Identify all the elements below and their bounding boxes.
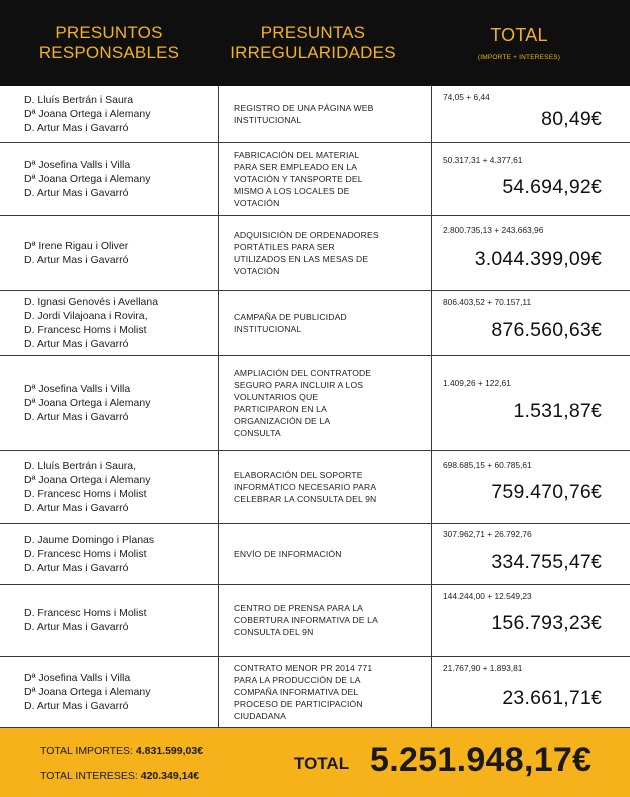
row-total: 759.470,76€ — [491, 481, 602, 503]
column-divider — [431, 585, 432, 657]
irregularidad-line: ELABORACIÓN DEL SOPORTE — [234, 469, 363, 480]
irregularidad-line: CONSULTA — [234, 427, 281, 438]
column-divider — [218, 291, 219, 356]
column-divider — [431, 356, 432, 451]
responsable-name: Dª Joana Ortega i Alemany — [24, 473, 151, 486]
table-row — [0, 451, 630, 524]
irregularidad-line: INSTITUCIONAL — [234, 323, 302, 334]
importe-intereses-breakdown: 1.409,26 + 122,61 — [443, 378, 511, 388]
column-divider — [218, 657, 219, 728]
irregularidad-line: REGISTRO DE UNA PÁGINA WEB — [234, 102, 374, 113]
responsable-name: D. Ignasi Genovés i Avellana — [24, 295, 159, 308]
row-total: 3.044.399,09€ — [474, 248, 602, 270]
table-row — [0, 143, 630, 216]
column-divider — [431, 143, 432, 216]
responsable-name: Dª Joana Ortega i Alemany — [24, 685, 151, 698]
responsable-name: D. Lluís Bertrán i Saura, — [24, 459, 137, 472]
column-divider — [431, 291, 432, 356]
irregularidad-cell — [234, 216, 424, 289]
responsable-name: D. Jaume Domingo i Planas — [24, 533, 155, 546]
table-row — [0, 524, 630, 585]
irregularidad-line: ADQUISICIÓN DE ORDENADORES — [234, 229, 379, 240]
responsable-name: D. Artur Mas i Gavarró — [24, 501, 129, 514]
responsable-name: D. Artur Mas i Gavarró — [24, 561, 129, 574]
importe-intereses-breakdown: 50.317,31 + 4.377,61 — [443, 155, 523, 165]
irregularidad-cell — [234, 657, 424, 726]
responsable-name: D. Artur Mas i Gavarró — [24, 186, 129, 199]
irregularidad-line: SEGURO PARA INCLUIR A LOS — [234, 379, 364, 390]
responsables-cell — [24, 451, 214, 522]
irregularidad-cell — [234, 143, 424, 214]
responsables-cell — [24, 524, 214, 583]
responsable-name: D. Francesc Homs i Molist — [24, 323, 147, 336]
header-responsables — [0, 0, 218, 86]
irregularidad-cell — [234, 585, 424, 655]
column-divider — [218, 86, 219, 143]
irregularidad-line: CAMPAÑA DE PUBLICIDAD — [234, 311, 347, 322]
responsables-cell — [24, 143, 214, 214]
responsable-name: Dª Josefina Valls i Villa — [24, 382, 131, 395]
table-row — [0, 356, 630, 451]
responsable-name: D. Francesc Homs i Molist — [24, 487, 147, 500]
responsables-cell — [24, 86, 214, 141]
responsable-name: Dª Irene Rigau i Oliver — [24, 239, 129, 252]
table-header — [0, 0, 630, 86]
column-divider — [431, 657, 432, 728]
grand-total-value: 5.251.948,17€ — [370, 741, 592, 779]
responsables-cell — [24, 356, 214, 449]
responsables-cell — [24, 657, 214, 726]
irregularidad-cell — [234, 356, 424, 449]
irregularidad-line: CENTRO DE PRENSA PARA LA — [234, 603, 364, 613]
row-total: 876.560,63€ — [491, 319, 602, 341]
total-intereses — [40, 770, 199, 782]
header-irregularidades-title: PRESUNTAS IRREGULARIDADES — [230, 23, 396, 62]
irregularidad-line: CONTRATO MENOR PR 2014 771 — [234, 662, 373, 673]
importe-intereses-breakdown: 144.244,00 + 12.549,23 — [443, 591, 532, 601]
table-row — [0, 86, 630, 143]
irregularidad-line: UTILIZADOS EN LAS MESAS DE — [234, 253, 369, 264]
total-importes — [40, 745, 203, 757]
importe-intereses-breakdown: 806.403,52 + 70.157,11 — [443, 297, 532, 307]
irregularidad-line: INSTITUCIONAL — [234, 114, 302, 125]
importe-intereses-breakdown: 74,05 + 6,44 — [443, 92, 490, 102]
row-total: 23.661,71€ — [502, 687, 602, 709]
importe-intereses-breakdown: 21.767,90 + 1.893,81 — [443, 663, 523, 673]
total-importes-value: 4.831.599,03€ — [135, 745, 204, 757]
importe-intereses-breakdown: 2.800.735,13 + 243.663,96 — [443, 225, 544, 235]
irregularidad-line: VOLUNTARIOS QUE — [234, 391, 319, 402]
irregularidad-line: VOTACIÓN — [234, 197, 280, 208]
responsables-cell — [24, 216, 214, 289]
column-divider — [218, 216, 219, 291]
row-total: 334.755,47€ — [491, 551, 602, 573]
row-total: 80,49€ — [541, 108, 602, 130]
column-divider — [218, 451, 219, 524]
totals-footer — [0, 728, 630, 797]
irregularidad-line: VOTACIÓN Y TANSPORTE DEL — [234, 173, 363, 184]
responsable-name: D. Artur Mas i Gavarró — [24, 121, 129, 134]
irregularidad-line: CIUDADANA — [234, 710, 286, 721]
row-total: 1.531,87€ — [513, 400, 602, 422]
irregularidad-line: CONSULTA DEL 9N — [234, 627, 314, 637]
irregularidad-cell — [234, 291, 424, 354]
irregularidad-cell — [234, 451, 424, 522]
irregularidad-line: COBERTURA INFORMATIVA DE LA — [234, 615, 378, 625]
total-intereses-label: TOTAL INTERESES: — [40, 770, 138, 782]
header-irregularidades — [218, 0, 408, 86]
responsable-name: D. Artur Mas i Gavarró — [24, 621, 129, 633]
irregularidad-line: COMPAÑA INFORMATIVA DEL — [234, 686, 359, 697]
table-row — [0, 291, 630, 356]
responsable-name: Dª Josefina Valls i Villa — [24, 671, 131, 684]
irregularidad-line: AMPLIACIÓN DEL CONTRATODE — [234, 367, 372, 378]
table-row — [0, 585, 630, 657]
importe-intereses-breakdown: 698.685,15 + 60.785,61 — [443, 460, 532, 470]
grand-total-label: TOTAL — [294, 754, 350, 773]
header-responsables-title: PRESUNTOS RESPONSABLES — [38, 23, 180, 62]
responsable-name: Dª Joana Ortega i Alemany — [24, 396, 151, 409]
responsable-name: D. Artur Mas i Gavarró — [24, 253, 129, 266]
column-divider — [431, 86, 432, 143]
column-divider — [431, 451, 432, 524]
row-total: 54.694,92€ — [502, 176, 602, 198]
responsable-name: D. Jordi Vilajoana i Rovira, — [24, 309, 148, 322]
importe-intereses-breakdown: 307.962,71 + 26.792,76 — [443, 529, 532, 539]
irregularidad-line: MISMO A LOS LOCALES DE — [234, 185, 350, 196]
irregularidad-line: FABRICACIÓN DEL MATERIAL — [234, 149, 360, 160]
irregularidad-line: PARA LA PRODUCCIÓN DE LA — [234, 674, 361, 685]
responsable-name: D. Artur Mas i Gavarró — [24, 699, 129, 712]
responsable-name: D. Francesc Homs i Molist — [24, 547, 147, 560]
irregularidad-line: ORGANIZACIÓN DE LA — [234, 415, 331, 426]
irregularidad-line: INFORMÁTICO NECESARIO PARA — [234, 481, 377, 492]
column-divider — [218, 585, 219, 657]
responsable-name: Dª Joana Ortega i Alemany — [24, 107, 151, 120]
irregularidad-cell — [234, 86, 424, 141]
responsable-name: D. Artur Mas i Gavarró — [24, 337, 129, 350]
column-divider — [218, 524, 219, 585]
irregularidad-line: CELEBRAR LA CONSULTA DEL 9N — [234, 493, 377, 504]
responsable-name: D. Lluís Bertrán i Saura — [24, 93, 134, 106]
responsables-cell — [24, 291, 214, 354]
column-divider — [218, 356, 219, 451]
irregularidad-line: PARA SER EMPLEADO EN LA — [234, 161, 358, 172]
row-total: 156.793,23€ — [491, 612, 602, 634]
irregularidad-line: ENVÍO DE INFORMACIÓN — [234, 548, 342, 559]
responsable-name: D. Artur Mas i Gavarró — [24, 410, 129, 423]
header-total — [408, 0, 630, 86]
responsable-name: Dª Joana Ortega i Alemany — [24, 172, 151, 185]
column-divider — [431, 524, 432, 585]
irregularidad-cell — [234, 524, 424, 583]
irregularidad-line: VOTACIÓN — [234, 265, 280, 276]
irregularidad-line: PORTÁTILES PARA SER — [234, 241, 335, 252]
column-divider — [218, 143, 219, 216]
table-row — [0, 657, 630, 728]
responsable-name: D. Francesc Homs i Molist — [24, 607, 147, 619]
irregularidad-line: PROCESO DE PARTICIPACIÓN — [234, 698, 363, 709]
table-row — [0, 216, 630, 291]
total-intereses-value: 420.349,14€ — [140, 770, 200, 782]
responsables-cell — [24, 585, 214, 655]
total-importes-label: TOTAL IMPORTES: — [40, 745, 133, 757]
irregularidad-line: PARTICIPARON EN LA — [234, 403, 327, 414]
header-total-title: TOTAL — [490, 25, 548, 45]
responsable-name: Dª Josefina Valls i Villa — [24, 158, 131, 171]
header-total-subtitle: (IMPORTE + INTERESES) — [477, 54, 561, 61]
column-divider — [431, 216, 432, 291]
